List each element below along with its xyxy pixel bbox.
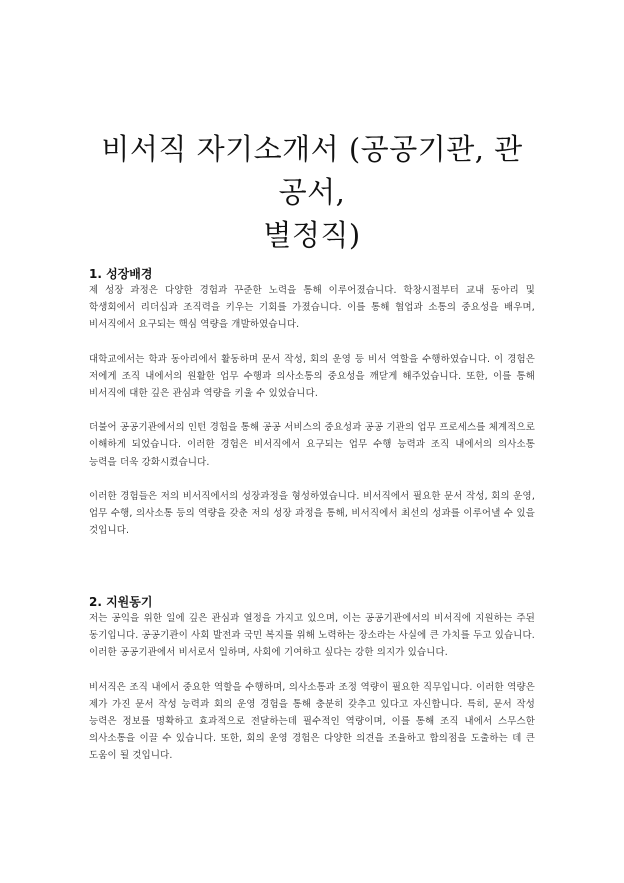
section-motivation bbox=[89, 594, 535, 765]
paragraph: 비서직은 조직 내에서 중요한 역할을 수행하며, 의사소통과 조정 역량이 필요한 직무입니다. 이러한 역량은 제가 가진 문서 작성 능력과 회의 운영 경험을 통해 충분히 갖추고 있다고 자신합니다. 특히, 문서 작성 능력은 정보를 명확하고 효과적으로 전달하는데 필수적인 역량이며, 이를 통해 조직 내에서 스무스한 의사소통을 이끌 수 있습니다. 또한, 회의 운영 경험은 다양한 의견을 조율하고 합의점을 도출하는 데 큰 도움이 될 것입니다. bbox=[89, 681, 535, 762]
section-heading: 2. 지원동기 bbox=[89, 595, 153, 609]
paragraph-spacer bbox=[89, 334, 535, 351]
paragraph: 대학교에서는 학과 동아리에서 활동하며 문서 작성, 회의 운영 등 비서 역할을 수행하였습니다. 이 경험은 저에게 조직 내에서의 원활한 업무 수행과 의사소통의 중요성을 깨닫게 해주었습니다. 또한, 이를 통해 비서직에 대한 깊은 관심과 역량을 키울 수 있었습니다. bbox=[89, 353, 535, 400]
paragraph: 제 성장 과정은 다양한 경험과 꾸준한 노력을 통해 이루어졌습니다. 학창시절부터 교내 동아리 및 학생회에서 리더십과 조직력을 키우는 기회를 가졌습니다. 이를 통해 협업과 소통의 중요성을 배우며, 비서직에서 요구되는 핵심 역량을 개발하였습니다. bbox=[89, 285, 535, 331]
paragraph: 더불어 공공기관에서의 인턴 경험을 통해 공공 서비스의 중요성과 공공 기관의 업무 프로세스를 체계적으로 이해하게 되었습니다. 이러한 경험은 비서직에서 요구되는 업무 수행 능력과 조직 내에서의 의사소통 능력을 더욱 강화시켰습니다. bbox=[89, 422, 535, 468]
paragraph: 이러한 경험들은 저의 비서직에서의 성장과정을 형성하였습니다. 비서직에서 필요한 문서 작성, 회의 운영, 업무 수행, 의사소통 등의 역량을 갖춘 저의 성장 과정을 통해, 비서직에서 최선의 성과를 이루어낼 수 있을 것입니다. bbox=[89, 490, 535, 537]
paragraph-spacer bbox=[89, 471, 535, 488]
title-line-1: 비서직 자기소개서 (공공기관, 관공서, bbox=[101, 132, 523, 209]
paragraph: 저는 공익을 위한 일에 깊은 관심과 열정을 가지고 있으며, 이는 공공기관에서의 비서직에 지원하는 주된 동기입니다. 공공기관이 사회 발전과 국민 복지를 위해 노력하는 장소라는 사실에 큰 가치를 두고 있습니다. 이러한 공공기관에서 비서로서 일하며, 사회에 기여하고 싶다는 강한 의지가 있습니다. bbox=[89, 613, 535, 659]
section-growth-background bbox=[89, 266, 535, 539]
document-title bbox=[89, 0, 535, 257]
paragraph-spacer bbox=[89, 662, 535, 679]
title-line-2: 별정직) bbox=[263, 218, 361, 252]
section-heading: 1. 성장배경 bbox=[89, 267, 153, 281]
paragraph-spacer bbox=[89, 402, 535, 419]
